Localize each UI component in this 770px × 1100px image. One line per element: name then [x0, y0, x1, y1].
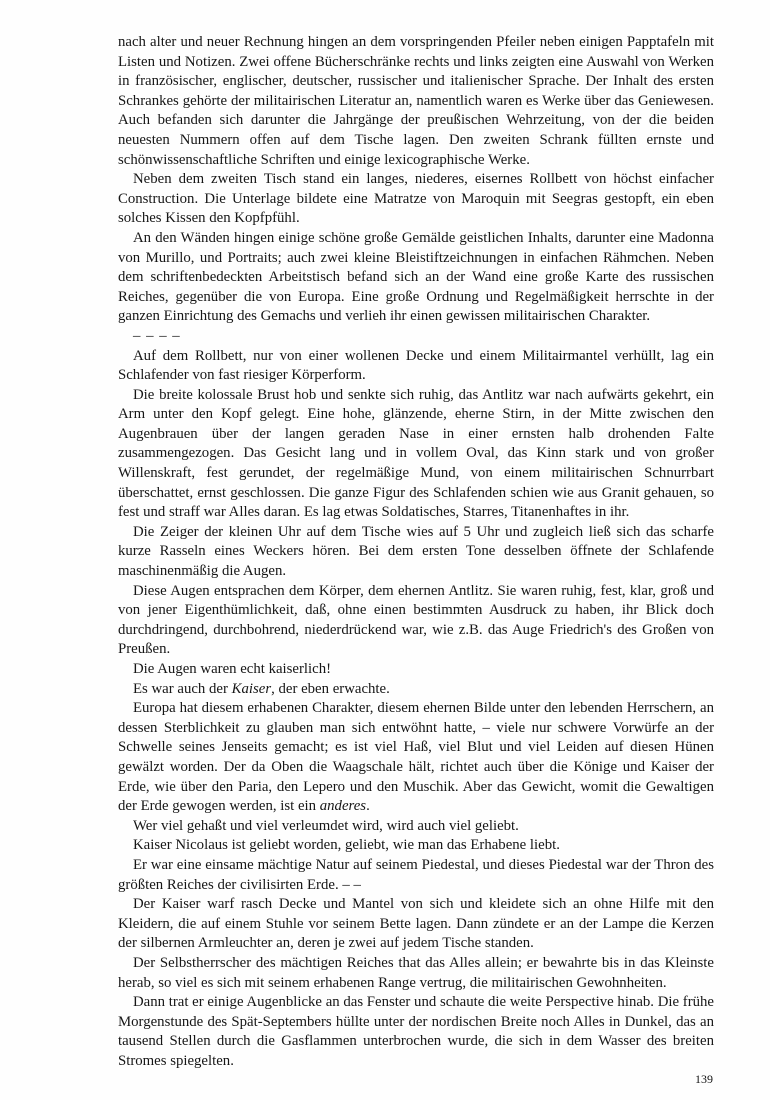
paragraph: [118, 954, 714, 993]
text-run: , der eben erwachte.: [271, 680, 390, 697]
paragraph: [118, 836, 714, 856]
text-run: .: [366, 798, 370, 815]
text-run: nach alter und neuer Rechnung hingen an dem vorspringenden Pfeiler neben einigen Papptafeln mit Listen und Notizen. Zwei offene Bücherschränke rechts und links zeigten eine Auswahl von Werken in französischer, englischer, deutscher, russischer und italienischer Sprache. Der Inhalt des ersten Schrankes gehörte der militairischen Literatur an, namentlich waren es Werke über das Geniewesen. Auch befanden sich darunter die Jahrgänge der preußischen Wehrzeitung, von der die beiden neuesten Nummern offen auf dem Tische lagen. Den zweiten Schrank füllten ernste und schönwissenschaftliche Schriften und einige lexicographische Werke.: [118, 34, 714, 168]
paragraph: [118, 660, 714, 680]
italic-text: anderes: [319, 798, 367, 815]
text-run: Dann trat er einige Augenblicke an das Fenster und schaute die weite Perspective hinab. Die frühe Morgenstunde des Spät-Septembers hüllte unter der nordischen Breite noch Alles in Dunkel, das an tausend Stellen durch die Gasflammen unterbrochen wurde, die sich in dem Wasser des breiten Stromes spiegelten.: [118, 994, 714, 1069]
paragraph: [118, 699, 714, 817]
text-run: Er war eine einsame mächtige Natur auf seinem Piedestal, und dieses Piedestal war der Thron des größten Reiches der civilisirten Erde. – –: [118, 856, 714, 893]
page-number: 139: [695, 1072, 713, 1086]
text-run: Neben dem zweiten Tisch stand ein langes, niederes, eisernes Rollbett von höchst einfacher Construction. Die Unterlage bildete eine Matratze von Maroquin mit Seegras gestopft, ein eben solches Kissen den Kopfpfühl.: [118, 171, 714, 227]
paragraph: [118, 582, 714, 660]
paragraph: [118, 386, 714, 523]
paragraph: [118, 347, 714, 386]
paragraph: [118, 817, 714, 837]
text-run: Der Kaiser warf rasch Decke und Mantel von sich und kleidete sich an ohne Hilfe mit den Kleidern, die auf einem Stuhle vor seinem Bette lagen. Dann zündete er an der Lampe die Kerzen der silbernen Armleuchter an, deren je zwei auf jedem Tische standen.: [118, 896, 714, 952]
paragraph: [118, 523, 714, 582]
text-run: Der Selbstherrscher des mächtigen Reiches that das Alles allein; er bewahrte bis in das Kleinste herab, so viel es sich mit seinem erhabenen Range vertrug, die militairischen Gewohnheiten.: [118, 954, 714, 991]
paragraph: [118, 33, 714, 170]
text-run: Die Augen waren echt kaiserlich!: [133, 661, 332, 677]
text-run: Diese Augen entsprachen dem Körper, dem ehernen Antlitz. Sie waren ruhig, fest, klar, groß und von jener Eigenthümlichkeit, daß, ohne einen bestimmten Ausdruck zu haben, ihr Blick doch durchdringend, durchbohrend, niederdrückend war, wie z.B. das Auge Friedrich's des Großen von Preußen.: [118, 582, 714, 658]
text-block: [118, 33, 714, 1071]
text-run: An den Wänden hingen einige schöne große Gemälde geistlichen Inhalts, darunter eine Madonna von Murillo, und Portraits; auch zwei kleine Bleistiftzeichnungen in einfachen Rähmchen. Neben dem schriftenbedeckten Arbeitstisch befand sich an der Wand eine große Karte des russischen Reiches, gegenüber die von Europa. Eine große Ordnung und Regelmäßigkeit herrschte in der ganzen Einrichtung des Gemachs und verlieh ihr einen gewissen militairischen Charakter.: [118, 229, 714, 325]
text-run: – – – –: [133, 327, 181, 344]
text-run: Europa hat diesem erhabenen Charakter, diesem ehernen Bilde unter den lebenden Herrschern, an dessen Sterblichkeit zu glauben man sich entwöhnt hatte, – viele nur schwere Vorwürfe an der Schwelle seines Jenseits gemacht; es ist viel Haß, viel Blut und viel Leiden auf diesen Hünen gewälzt worden. Der da Oben die Waagschale hält, richtet auch über die Könige und Kaiser der Erde, wie über den Paria, den Lepero und den Muschik. Aber das Gewicht, womit die Gewaltigen der Erde gewogen werden, ist ein: [118, 700, 714, 815]
text-run: Wer viel gehaßt und viel verleumdet wird, wird auch viel geliebt.: [133, 817, 519, 834]
paragraph: [118, 229, 714, 327]
paragraph: [118, 170, 714, 229]
paragraph: [118, 895, 714, 954]
text-run: Auf dem Rollbett, nur von einer wollenen Decke und einem Militairmantel verhüllt, lag ein Schlafender von fast riesiger Körperform.: [118, 347, 714, 384]
paragraph: [118, 856, 714, 895]
paragraph: [118, 680, 714, 700]
text-run: Die Zeiger der kleinen Uhr auf dem Tische wies auf 5 Uhr und zugleich ließ sich das scharfe kurze Rasseln eines Weckers hören. Bei dem ersten Tone desselben öffnete der Schlafende maschinenmäßig die Augen.: [118, 523, 714, 580]
text-run: Kaiser Nicolaus ist geliebt worden, geliebt, wie man das Erhabene liebt.: [133, 837, 560, 854]
text-run: Die breite kolossale Brust hob und senkte sich ruhig, das Antlitz war nach aufwärts gekehrt, ein Arm unter den Kopf gelegt. Eine hohe, glänzende, eherne Stirn, in der Mitte zwischen den Augenbrauen über der langen geraden Nase in einer ernsten halb drohenden Falte zusammengezogen. Das Gesicht lang und in vollem Oval, das Kinn stark und von großer Willenskraft, fest gerundet, der regelmäßige Mund, von einem militairischen Schnurrbart überschattet, ernst geschlossen. Die ganze Figur des Schlafenden schien wie aus Granit gehauen, so fest und straff war Alles daran. Es lag etwas Soldatisches, Starres, Titanenhaftes in ihr.: [118, 386, 714, 521]
dash-separator: [118, 327, 714, 347]
paragraph: [118, 993, 714, 1071]
text-run: Es war auch der: [133, 680, 232, 697]
italic-text: Kaiser: [231, 680, 272, 697]
